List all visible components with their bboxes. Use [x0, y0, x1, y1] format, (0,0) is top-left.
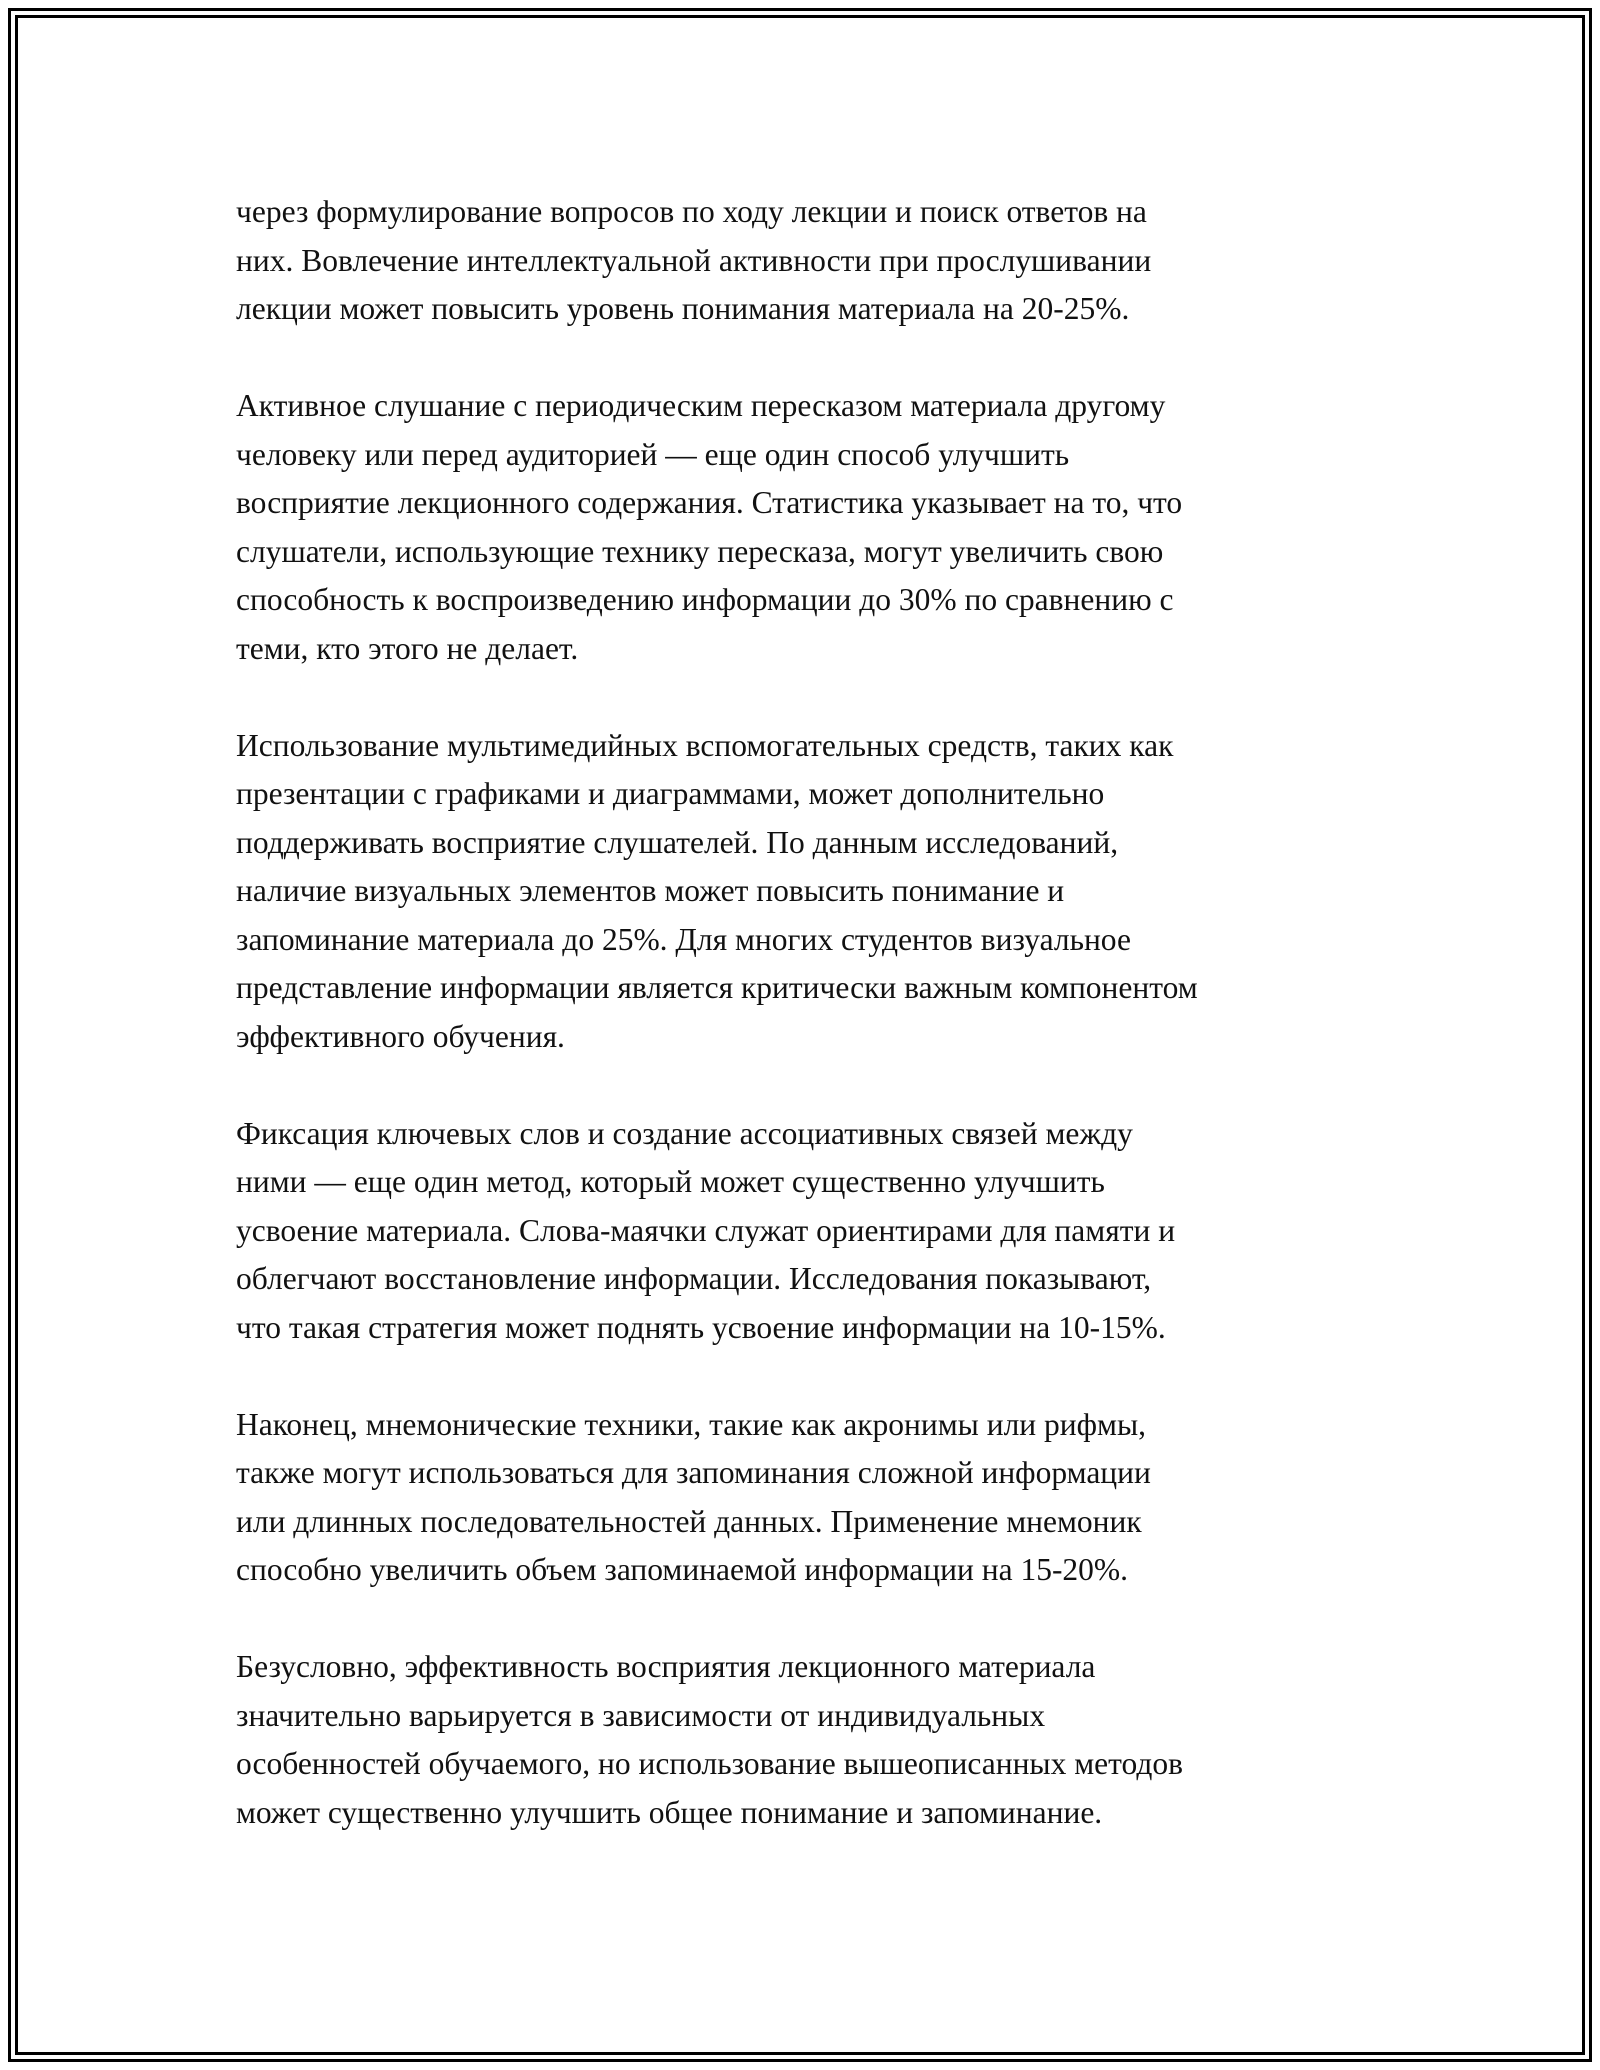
paragraph-6 [236, 1643, 1396, 1837]
text-line: запоминание материала до 25%. Для многих студентов визуальное [236, 921, 1131, 957]
text-line: особенностей обучаемого, но использование вышеописанных методов [236, 1746, 1183, 1781]
text-line: или длинных последовательностей данных. Применение мнемоник [236, 1503, 1142, 1539]
paragraph-2 [236, 382, 1396, 673]
text-line: восприятие лекционного содержания. Статистика указывает на то, что [236, 485, 1183, 520]
text-line: через формулирование вопросов по ходу лекции и поиск ответов на [236, 194, 1147, 229]
text-line: Безусловно, эффективность восприятия лекционного материала [236, 1649, 1096, 1684]
text-line: презентации с графиками и диаграммами, может дополнительно [236, 776, 1105, 811]
text-line: слушатели, использующие технику пересказа, могут увеличить свою [236, 533, 1164, 569]
text-line: Использование мультимедийных вспомогательных средств, таких как [236, 727, 1174, 763]
text-line: Наконец, мнемонические техники, такие как акронимы или рифмы, [236, 1406, 1147, 1442]
text-line: может существенно улучшить общее понимание и запоминание. [236, 1794, 1103, 1830]
text-line: значительно варьируется в зависимости от индивидуальных [236, 1697, 1046, 1733]
paragraph-3 [236, 722, 1396, 1062]
text-line: также могут использоваться для запоминания сложной информации [236, 1455, 1151, 1490]
text-line: поддерживать восприятие слушателей. По данным исследований, [236, 824, 1119, 860]
text-line: человеку или перед аудиторией — еще один способ улучшить [236, 436, 1070, 472]
text-line: Фиксация ключевых слов и создание ассоциативных связей между [236, 1115, 1133, 1151]
text-line: эффективного обучения. [236, 1018, 565, 1054]
text-line: облегчают восстановление информации. Исследования показывают, [236, 1261, 1152, 1296]
text-line: наличие визуальных элементов может повысить понимание и [236, 873, 1065, 908]
text-line: способность к воспроизведению информации до 30% по сравнению с [236, 582, 1174, 617]
text-line: лекции может повысить уровень понимания материала на 20-25%. [236, 291, 1130, 326]
text-line: способно увеличить объем запоминаемой информации на 15-20%. [236, 1552, 1129, 1587]
paragraph-1 [236, 188, 1396, 334]
text-line: представление информации является критически важным компонентом [236, 970, 1198, 1005]
paragraph-5 [236, 1401, 1396, 1595]
text-line: Активное слушание с периодическим пересказом материала другому [236, 388, 1166, 423]
text-line: них. Вовлечение интеллектуальной активности при прослушивании [236, 242, 1152, 278]
text-line: что такая стратегия может поднять усвоение информации на 10-15%. [236, 1309, 1166, 1345]
text-line: ними — еще один метод, который может существенно улучшить [236, 1164, 1105, 1199]
text-line: теми, кто этого не делает. [236, 630, 579, 666]
text-line: усвоение материала. Слова-маячки служат ориентирами для памяти и [236, 1212, 1176, 1248]
paragraph-4 [236, 1110, 1396, 1353]
document-body [236, 188, 1396, 1886]
